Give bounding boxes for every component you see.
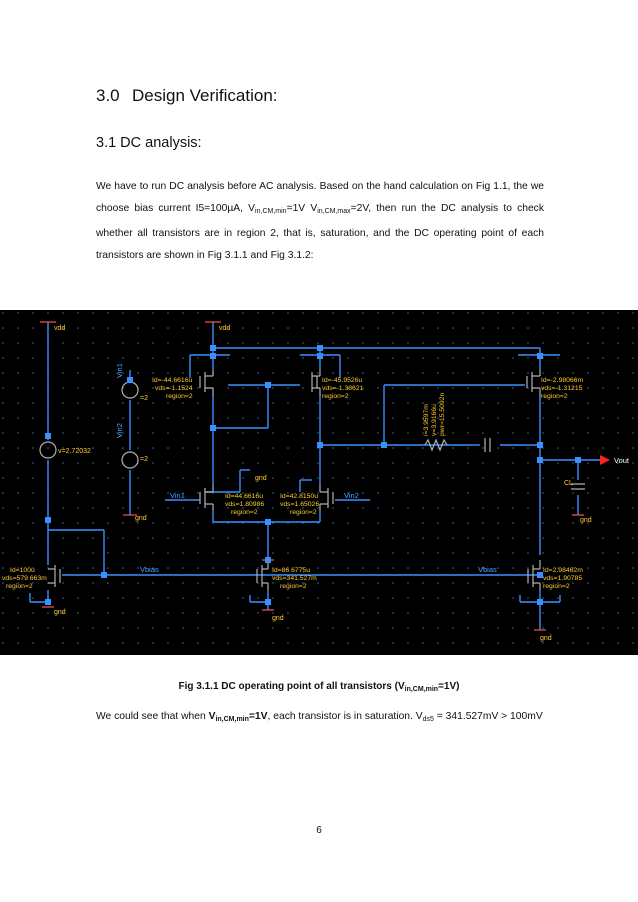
m6-vds: vds=-1.31215: [541, 385, 583, 392]
para-text-1: We have to run DC analysis before AC analysis. Based on the hand calculation on Fig 1.1, the we choose bias current I5=100µA, V: [96, 181, 544, 214]
concl-text-1: We could see that when: [96, 711, 209, 722]
figure-caption: [0, 681, 638, 693]
m8-id: Id=100u: [10, 567, 35, 574]
caption-tail: =1V): [438, 681, 460, 692]
m1-id: Id=44.6616u: [225, 493, 263, 500]
concl-text-3: = 341.527mV > 100mV: [433, 711, 543, 722]
m5-region: region=2: [280, 583, 307, 590]
concl-bold-v: V: [208, 711, 216, 722]
concl-bold-post: =1V: [248, 711, 268, 722]
concl-sub: ds5: [422, 716, 434, 723]
vin1-source-label: Vin1: [115, 363, 124, 378]
section-title: Design Verification:: [132, 86, 278, 105]
page-number: 6: [316, 825, 322, 836]
m4-region: region=2: [322, 393, 349, 400]
cl-label: CL: [564, 480, 573, 487]
m4-vds: vds=-1.38621: [322, 385, 364, 392]
para-sub-2: in,CM,max: [317, 208, 351, 215]
vbias-net-left: Vbias: [140, 565, 159, 574]
gnd-label-1: gnd: [54, 609, 66, 616]
vsrc1-value: =2: [140, 395, 148, 402]
vin2-source-label: Vin2: [115, 423, 124, 438]
m3-id: Id=-44.6616u: [152, 377, 193, 384]
gnd-label-2: gnd: [272, 615, 284, 622]
gnd-label-3: gnd: [540, 635, 552, 642]
m1-region: region=2: [231, 509, 258, 516]
caption-sub: in,CM,min: [404, 686, 439, 693]
concl-bold: [209, 711, 268, 722]
vsrc2-value: =2: [140, 456, 148, 463]
body-paragraph: [96, 176, 544, 267]
m3-region: region=2: [166, 393, 193, 400]
gnd-label-5: gnd: [580, 517, 592, 524]
conclusion-line: [96, 711, 543, 723]
m4-id: Id=-45.9526u: [322, 377, 363, 384]
m5-vds: vds=341.527m: [272, 575, 317, 582]
m7-vds: vds=1.90785: [543, 575, 583, 582]
m5-id: Id=86.6775u: [272, 567, 310, 574]
vin2-net: Vin2: [344, 491, 359, 500]
gnd-label-4: gnd: [135, 515, 147, 522]
m2-region: region=2: [290, 509, 317, 516]
m1-vds: vds=1.80986: [225, 501, 265, 508]
vout-label: Vout: [614, 456, 630, 465]
section-heading: [96, 86, 278, 106]
schematic-figure: [0, 310, 638, 655]
vdd-label-left: vdd: [54, 325, 66, 332]
m8-vds: vds=579.663m: [2, 575, 47, 582]
m8-region: region=2: [6, 583, 33, 590]
m3-vds: vds=-1.1524: [155, 385, 193, 392]
para-text-2: =1V V: [286, 203, 318, 214]
subsection-heading: 3.1 DC analysis:: [96, 135, 202, 151]
gnd-label-6: gnd: [255, 475, 267, 482]
m2-vds: vds=1.65026: [280, 501, 320, 508]
para-text-3: =2V, then run the DC analysis to check whether all transistors are in region 2, that is, saturation, and the DC operating point of each transistors are shown in Fig 3.1.1 and Fig 3.1.2:: [96, 203, 544, 261]
m6-region: region=2: [541, 393, 568, 400]
vin1-net: Vin1: [170, 491, 185, 500]
rz-power: pwr=15.5092n: [439, 392, 446, 436]
rz-current: i=3.9597m: [423, 404, 430, 436]
m6-id: Id=-2.98066m: [541, 377, 584, 384]
concl-bold-sub: in,CM,min: [215, 716, 249, 723]
rz-voltage: v=3.9166u: [431, 404, 438, 436]
m2-id: Id=42.8150u: [280, 493, 318, 500]
para-sub-1: in,CM,min: [255, 208, 287, 215]
concl-text-2: , each transistor is in saturation. V: [267, 711, 423, 722]
m7-region: region=2: [543, 583, 570, 590]
caption-text: Fig 3.1.1 DC operating point of all transistors (V: [178, 681, 405, 692]
section-number: 3.0: [96, 86, 120, 105]
iref-value: v=2.72032: [58, 448, 91, 455]
vbias-net-right: Vbias: [478, 565, 497, 574]
vdd-label-center: vdd: [219, 325, 231, 332]
m7-id: Id=2.98462m: [543, 567, 583, 574]
